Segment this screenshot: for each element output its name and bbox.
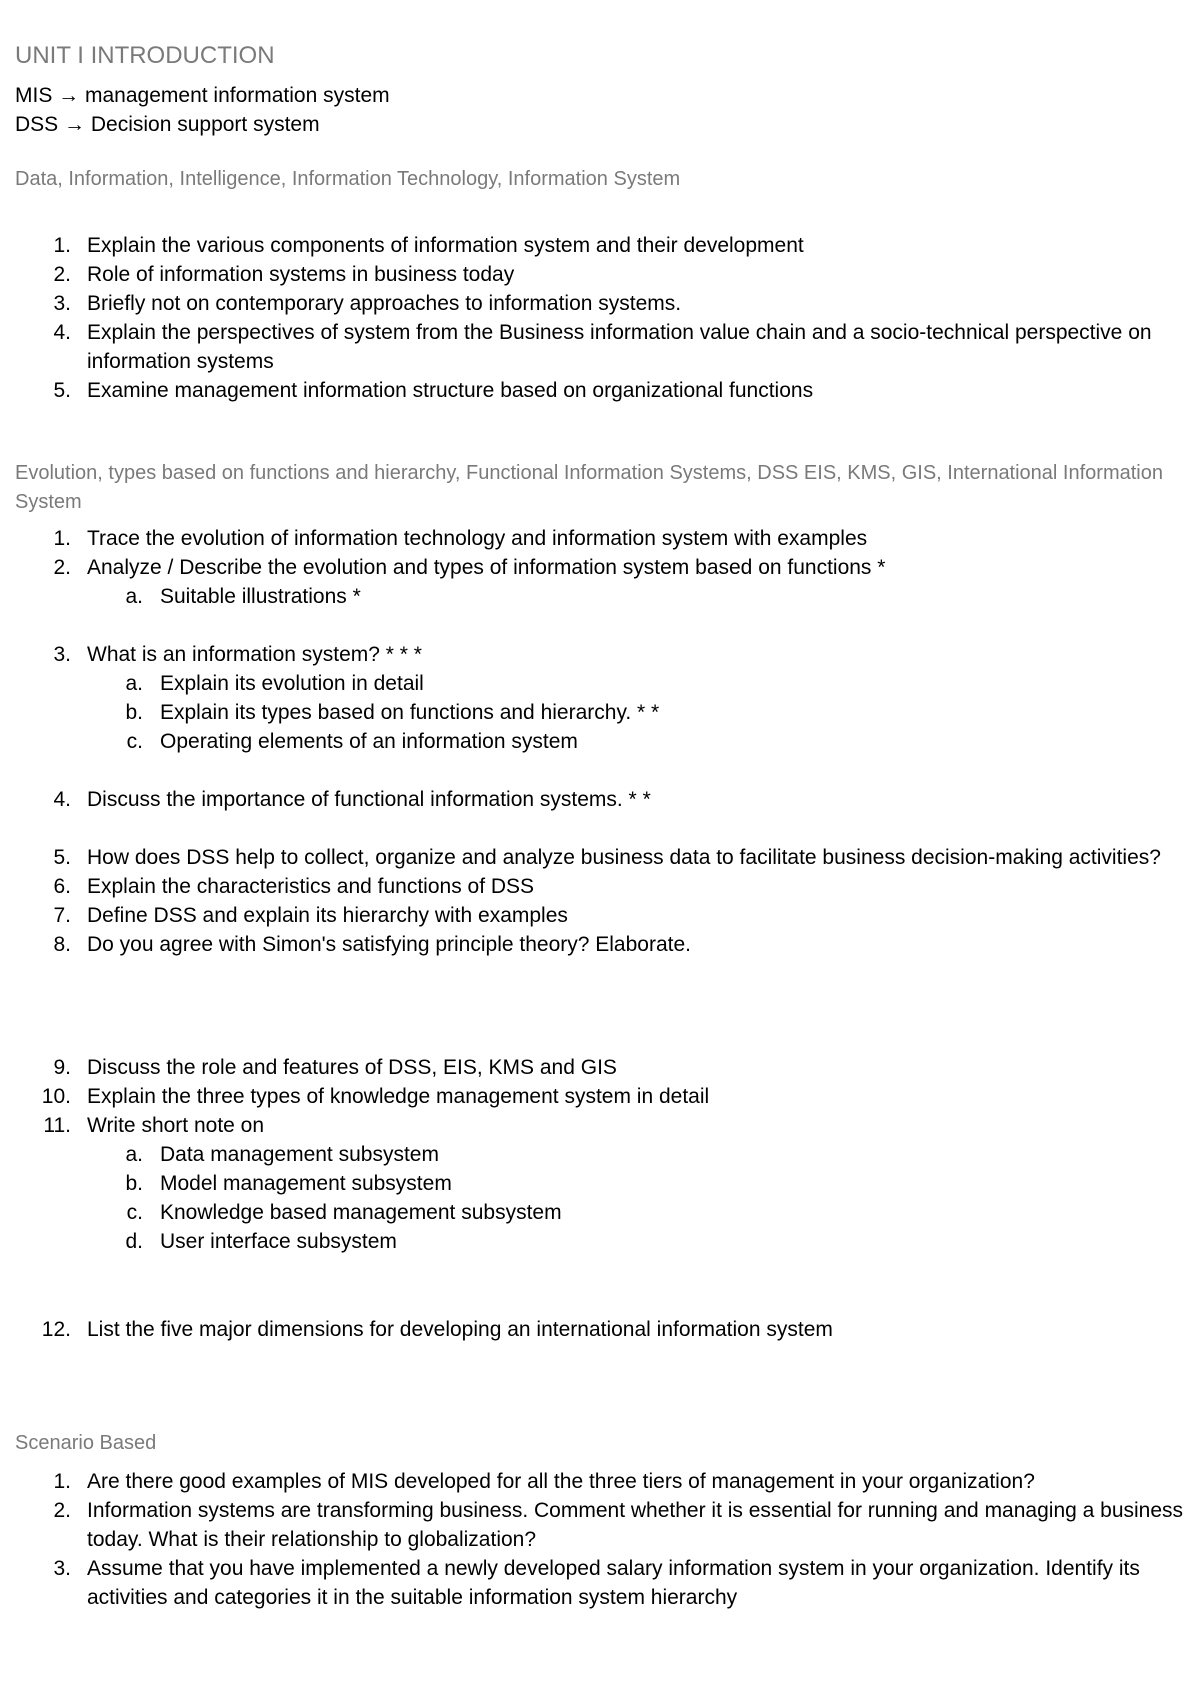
list-item: 12. List the five major dimensions for developing an international information system [41,1318,833,1341]
list-item: 1. Trace the evolution of information technology and information system with examples [53,527,868,550]
sub-list-item: c. Operating elements of an information system [126,730,578,753]
page-title: UNIT I INTRODUCTION [15,42,275,69]
section2-list-last [15,1315,1185,1344]
section2-list [15,524,1185,959]
section1-list [15,231,1185,405]
sub-list-item: b. Explain its types based on functions and hierarchy. * * [125,701,660,724]
section2-list-cont [15,1053,1185,1256]
section1-heading: Data, Information, Intelligence, Information Technology, Information System [15,168,681,190]
sub-list-item: b. Model management subsystem [125,1172,452,1195]
list-item: 5. Examine management information structure based on organizational functions [53,379,814,402]
list-item: 10. Explain the three types of knowledge management system in detail [41,1085,710,1108]
list-item: 6. Explain the characteristics and functions of DSS [53,875,535,898]
list-item: 8. Do you agree with Simon's satisfying principle theory? Elaborate. [53,933,691,956]
sub-list-item: a. Data management subsystem [125,1143,439,1166]
section2-heading: Evolution, types based on functions and hierarchy, Functional Information Systems, DSS EIS, KMS, GIS, International Information System [15,462,1163,513]
list-item: 2. Role of information systems in business today [53,263,515,286]
list-item: 3. Assume that you have implemented a newly developed salary information system in your organization. Identify its activities and categories it in the suitable information system hierarchy [53,1557,1140,1609]
list-item: 1. Are there good examples of MIS developed for all the three tiers of management in your organization? [53,1470,1035,1493]
list-item: 4. Discuss the importance of functional information systems. * * [53,788,651,811]
list-item: 2. Information systems are transforming business. Comment whether it is essential for running and managing a business today. What is their relationship to globalization? [53,1499,1184,1551]
abbreviation-mis: MIS → management information system [15,84,390,107]
sub-list-item: a. Suitable illustrations * [125,585,361,608]
list-item: 9. Discuss the role and features of DSS, EIS, KMS and GIS [53,1056,617,1079]
abbreviation-dss: DSS → Decision support system [15,113,320,136]
list-item: 3. What is an information system? * * * [53,643,422,666]
section3-list [15,1467,1185,1612]
list-item: 7. Define DSS and explain its hierarchy with examples [53,904,568,927]
list-item: 2. Analyze / Describe the evolution and types of information system based on functions * [53,556,886,579]
sub-list-item: a. Explain its evolution in detail [125,672,424,695]
list-item: 4. Explain the perspectives of system from the Business information value chain and a socio-technical perspective on information systems [53,321,1152,373]
list-item: 3. Briefly not on contemporary approaches to information systems. [53,292,682,315]
sub-list-item: d. User interface subsystem [125,1230,397,1253]
sub-list-item: c. Knowledge based management subsystem [126,1201,562,1224]
list-item: 1. Explain the various components of information system and their development [53,234,804,257]
section3-heading: Scenario Based [15,1432,157,1454]
list-item: 11. Write short note on [43,1114,265,1137]
list-item: 5. How does DSS help to collect, organize and analyze business data to facilitate business decision-making activities? [53,846,1161,869]
